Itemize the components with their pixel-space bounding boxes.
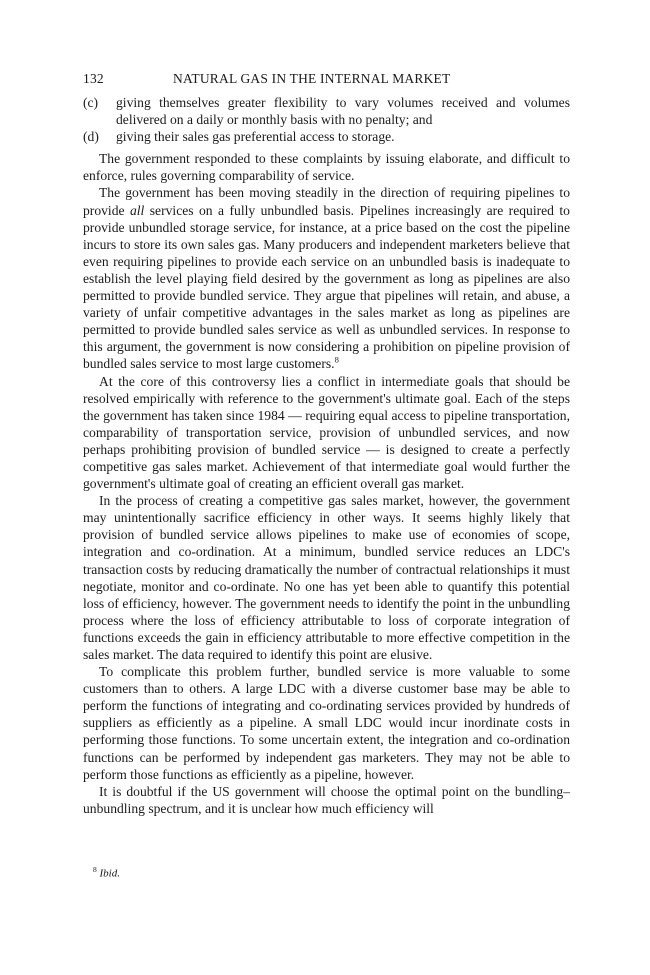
list-text: giving themselves greater flexibility to vary volumes received and volumes delivered on a daily or monthly basis with no penalty; and	[116, 95, 570, 128]
emphasis-text: all	[129, 202, 145, 218]
list-item	[83, 94, 570, 128]
paragraph: In the process of creating a competitive gas sales market, however, the government may unintentionally sacrifice efficiency in other ways. It seems highly likely that provision of bundled service allows pipelines to make use of economies of scope, integration and co-ordination. At a minimum, bundled service reduces an LDC's transaction costs by reducing dramatically the number of contractual relationships it must negotiate, monitor and co-ordinate. No one has yet been able to quantify this potential loss of efficiency, however. The government needs to identify the point in the unbundling process where the loss of efficiency attributable to loss of corporate integration of functions exceeds the gain in efficiency attributable to more effective competition in the sales market. The data required to identify this point are elusive.	[83, 493, 570, 662]
footnote-text: Ibid.	[99, 867, 120, 880]
paragraph	[83, 184, 570, 372]
paragraph: To complicate this problem further, bundled service is more valuable to some customers than to others. A large LDC with a diverse customer base may be able to perform the functions of integrating and co-ordinating services provided by hundreds of suppliers as efficiently as a pipeline. A small LDC would incur inordinate costs in performing those functions. To some uncertain extent, the integration and co-ordination functions can be performed by independent gas marketers. They may not be able to perform those functions as efficiently as a pipeline, however.	[83, 664, 570, 782]
paragraph: It is doubtful if the US government will choose the optimal point on the bundling–unbundling spectrum, and it is unclear how much efficiency will	[83, 783, 570, 816]
list-label: (c)	[83, 95, 99, 110]
paragraph-text: services on a fully unbundled basis. Pipelines increasingly are required to provide unbundled storage service, for instance, at a price based on the cost the pipeline incurs to store its own sales gas. Many producers and independent marketers believe that even requiring pipelines to provide each service on an unbundled basis is inadequate to establish the level playing field desired by the government as long as pipelines are also permitted to provide bundled service. They argue that pipelines will retain, and abuse, a variety of unfair competitive advantages in the sales market as long as pipelines are permitted to provide bundled sales service as well as unbundled services. In response to this argument, the government is now considering a prohibition on pipeline provision of bundled sales service to most large customers.	[83, 202, 570, 372]
footnote	[93, 865, 120, 880]
list-text: giving their sales gas preferential access to storage.	[116, 129, 395, 145]
page-content	[83, 70, 570, 817]
running-head: NATURAL GAS IN THE INTERNAL MARKET	[173, 71, 451, 86]
body-text	[83, 94, 570, 817]
list-item	[83, 128, 570, 145]
list-label: (d)	[83, 129, 99, 145]
page-number: 132	[83, 71, 104, 86]
paragraph: At the core of this controversy lies a conflict in intermediate goals that should be resolved empirically with reference to the government's ultimate goal. Each of the steps the government has taken since 1984 — requiring equal access to pipeline transportation, comparability of transportation service, provision of unbundled services, and now perhaps prohibiting provision of bundled service — is designed to create a perfectly competitive gas sales market. Achievement of that intermediate goal would further the government's ultimate goal of creating an efficient overall gas market.	[83, 373, 570, 492]
footnote-ref[interactable]: 8	[334, 354, 339, 365]
page-header	[83, 70, 570, 92]
paragraph: The government responded to these complaints by issuing elaborate, and difficult to enforce, rules governing comparability of service.	[83, 151, 570, 184]
paragraph-text: The government has been moving steadily in the direction of requiring pipelines to provide	[83, 185, 570, 218]
footnote-number: 8	[93, 865, 97, 874]
